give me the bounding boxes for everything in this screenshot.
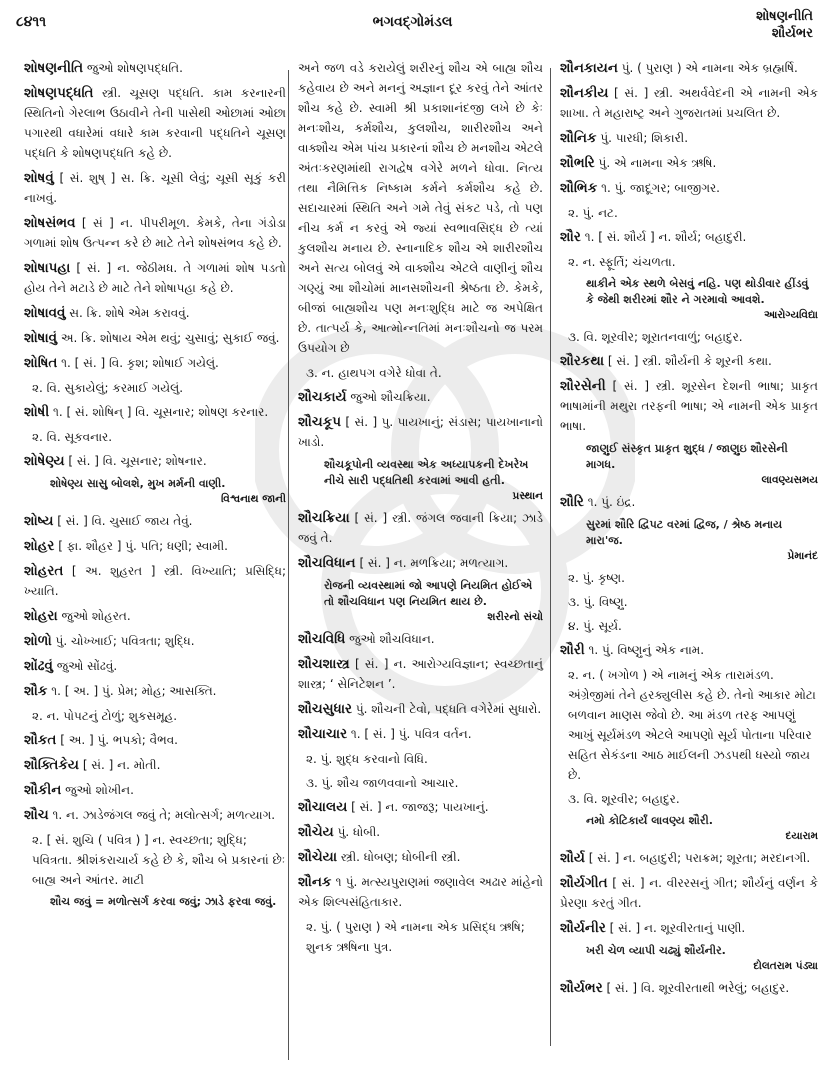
dictionary-entry — [560, 83, 818, 123]
citation-source: દોલતરામ પંડ્યા — [753, 960, 818, 972]
definition-text: [ સં. ] ન. બહાદુરી; પરાક્રમ; શૂરતા; મરદાનગી. — [588, 851, 811, 865]
headword: શૌર્યભર — [560, 980, 603, 996]
dictionary-entry — [560, 227, 818, 247]
dictionary-entry — [298, 629, 543, 649]
column-divider — [288, 70, 289, 1060]
definition-text: [ સં. ] વિ. શૂરવીરતાથી ભરેલું; બહાદુર. — [606, 981, 790, 995]
dictionary-entry — [24, 451, 286, 471]
definition-text: ૧. [ અ. ] પું. પ્રેમ; મોહ; આસક્તિ. — [51, 684, 217, 698]
definition-text: સ. ક્રિ. શોષે એમ કરાવવું. — [69, 306, 190, 320]
quotation: શોષેણ્ય સાસુ બોલશે, મુખ મર્મની વાણી. — [50, 477, 226, 490]
citation-source: લાવણ્યસમય — [761, 474, 818, 486]
headword: શોષેણ્ય — [24, 453, 65, 469]
guide-word-last: શૌર્યભર — [771, 26, 813, 41]
dictionary-entry — [24, 402, 286, 422]
definition-text: [ અ. શુહરત ] સ્ત્રી. વિખ્યાતિ; પ્રસિદ્ધિ; ખ્યાતિ. — [24, 564, 286, 598]
sense-text: ૩. પું. વિષ્ણુ. — [568, 595, 628, 609]
dictionary-entry — [560, 128, 818, 148]
dictionary-column-3 — [560, 58, 818, 1069]
definition-text: ૧. [ સં. શૌર્ય ] ન. શૌર્ય; બહાદુરી. — [584, 230, 747, 244]
sense-text: ૩. વિ. શૂરવીર; બહાદુર. — [568, 792, 680, 806]
sense-text: ૨. વિ. સુકાયેલું; કરમાઈ ગયેલું. — [32, 381, 184, 395]
headword: શૌર — [560, 229, 581, 245]
headword: શૌર્યગીત — [560, 875, 608, 891]
sense-text: ૩. ન. હાથપગ વગેરે ધોવા તે. — [306, 366, 442, 380]
headword: શૌનકીય — [560, 85, 609, 101]
definition-text: ૧. [ સં. ] પું. પવિત્ર વર્તન. — [350, 727, 472, 741]
headword: શૌચેય — [298, 824, 334, 840]
headword: શોષસંભવ — [24, 215, 76, 231]
definition-text: અને જળ વડે કરાયેલું શરીરનું શૌચ એ બાહ્ય શૌચ કહેવાય છે અને મનનું અજ્ઞાન દૂર કરવું તેને આંતર શૌચ કહે છે. સ્વામી શ્રી પ્રકાશાનંદજી લખે છે કેઃ મનઃશૌચ, કર્મશૌચ, કુલશૌચ, શારીરશૌચ અને વાક્શૌચ એમ પાંચ પ્રકારનાં શૌચ છે મનશૌચ એટલે અંતઃકરણમાંથી રાગદ્વેષ વગેરે મળને ધોવા. નિત્ય તથા નૈમિત્તિક નિષ્કામ કર્મને કર્મશૌચ કહે છે. સદાચારમાં સ્થિતિ અને ગમે તેવું સંકટ પડે, તો પણ નીચ કર્મ ન કરવું એ જ્યાં સ્વભાવસિદ્ધ છે ત્યાં કુલશૌચ મનાય છે. સ્નાનાદિક શૌચ એ શારીરશૌચ અને સત્ય બોલવું એ વાક્શૌચ એટલે વાણીનું શૌચ ગણ્યું આ શૌચોમાં માનસશૌચની શ્રેષ્ઠતા છે. કેમકે, બીજાં બાહ્યશૌચ પણ મનઃશુદ્ધિ માટે જ અપેક્ષિત છે. તાત્પર્ય કે, આત્મોન્નતિમાં મનઃશૌચનો જ પરમ ઉપયોગ છે — [298, 61, 543, 355]
dictionary-entry — [24, 681, 286, 701]
dictionary-entry — [24, 58, 286, 78]
sense-text: ૨. પું. કૃષ્ણ. — [568, 571, 625, 585]
definition-text: ૧. ન. ઝાડેજંગલ જવું તે; મલોત્સર્ગ; મળત્યાગ. — [52, 808, 276, 822]
headword: શૌક્તિકેય — [24, 757, 79, 773]
headword: શોહરત — [24, 563, 64, 579]
dictionary-entry — [298, 58, 543, 358]
definition-text: [ સં. ] સ્ત્રી. અથર્વવેદની એ નામની એક શાખા. તે મહારાષ્ટ્ર અને ગુજરાતમાં પ્રચલિત છે. — [560, 86, 818, 120]
sense-text: ૨. ન. સ્ફૂર્તિ; ચંચળતા. — [568, 255, 676, 269]
sense-text: ૨. પું. શુદ્ધ કરવાનો વિધિ. — [306, 752, 428, 766]
definition-text: [ સં. ] સ્ત્રી. જંગલ જવાની ક્રિયા; ઝાડે જવું તે. — [298, 511, 543, 545]
headword: શૌરકથા — [560, 353, 605, 369]
dictionary-entry — [298, 822, 543, 842]
quotation: જાણુઈ સંસ્કૃત પ્રાકૃત શુદ્ધ / જાણુઇ શૌરસેની માગધ. — [586, 442, 788, 471]
definition-text: જુઓ શૌચક્રિયા. — [350, 390, 431, 404]
quotation: રોજની વ્યવસ્થામાં જો આપણે નિયમિત હોઈએ તો શૌચવિધાન પણ નિયમિત થાય છે. — [324, 579, 533, 608]
dictionary-entry — [24, 656, 286, 676]
headword: શૌર્યનીર — [560, 920, 606, 936]
definition-text: [ સં. ] પુ. પાયખાનું; સંડાસ; પાયખાનાનો ખાડો. — [298, 415, 543, 449]
definition-text: જુઓ શોષણપદ્ધતિ. — [86, 61, 183, 75]
dictionary-entry — [24, 213, 286, 253]
dictionary-entry — [298, 797, 543, 817]
dictionary-entry — [24, 561, 286, 601]
dictionary-entry — [24, 805, 286, 825]
headword: શૌચક્રિયા — [298, 510, 350, 526]
dictionary-entry — [298, 654, 543, 694]
headword: શૌકત — [24, 732, 57, 748]
quotation: સુરમાં શૌરિ દ્વિપટ વરમાં દ્વિજ, / શ્રેષ્ઠ મનાય મારા'જ. — [586, 518, 783, 547]
dictionary-entry — [24, 83, 286, 163]
headword: શૌનિક — [560, 130, 597, 146]
dictionary-entry — [560, 178, 818, 198]
dictionary-entry — [24, 353, 286, 373]
headword: શૌચ — [24, 807, 49, 823]
definition-text: [ સં ] ન. પીપરીમૂળ. કેમકે, તેના ગંડોડા ગળામાં શોષ ઉત્પન્ન કરે છે માટે તેને શોષસંભવ કહે છે. — [24, 216, 286, 250]
headword: શોષણનીતિ — [24, 60, 84, 76]
dictionary-column-1 — [24, 58, 286, 1069]
dictionary-entry — [298, 387, 543, 407]
definition-text: જુઓ શોખીન. — [65, 783, 134, 797]
definition-text: [ સં. ] ન. આરોગ્યવિજ્ઞાન; સ્વચ્છતાનું શાસ્ત્ર; ‘ સેનિટેશન ’. — [298, 657, 543, 691]
definition-text: અ. ક્રિ. શોષાય એમ થવું; ચુસાવું; સુકાઈ જવું. — [60, 331, 280, 345]
dictionary-entry — [298, 508, 543, 548]
definition-text: પું. ( પુરાણ ) એ નામના એક બ્રહ્મર્ષિ. — [621, 61, 798, 75]
headword: શૌચશાસ્ત્ર — [298, 656, 350, 672]
definition-text: [ સં. ] સ્ત્રી. શૂરસેન દેશની ભાષા; પ્રાકૃત ભાષામાંની મથુરા તરફની ભાષા; એ નામની એક પ્રાકૃત ભાષા. — [560, 379, 818, 433]
dictionary-entry — [560, 492, 818, 512]
sense-text: ૨. [ સં. શુચિ ( પવિત્ર ) ] ન. સ્વચ્છતા; શુદ્ધિ; પવિત્રતા. શ્રીશંકરાચાર્ય કહે છે કે, શૌચ બે પ્રકારનાં છેઃ બાહ્ય અને આંતર. માટી — [32, 833, 286, 887]
sense-text: ૩. પું. શૌચ જાળવવાનો આચાર. — [306, 776, 459, 790]
headword: શોષાપહા — [24, 260, 71, 276]
headword: શૌરી — [560, 642, 585, 658]
definition-text: પું. ધોબી. — [337, 825, 381, 839]
dictionary-entry — [560, 918, 818, 938]
citation-source: શરીરનો સંચો — [487, 611, 543, 623]
definition-text: [ અ. ] પું. ભપકો; વૈભવ. — [60, 733, 178, 747]
headword: શોષાવું — [24, 330, 58, 346]
sense-text: ૪. પું. સૂર્ય. — [568, 619, 622, 633]
headword: શોહર — [24, 538, 55, 554]
definition-text: [ સં. ] ન. વીરરસનું ગીત; શૌર્યનું વર્ણન કે પ્રેરણા કરતું ગીત. — [560, 876, 818, 910]
dictionary-entry — [298, 872, 543, 912]
page-number: ૮૪૧૧ — [16, 14, 47, 30]
dictionary-entry — [24, 303, 286, 323]
sense-text: ૨. ન. પોપટનું ટોળું; શુકસમૂહ. — [32, 709, 178, 723]
definition-text: ૧. પું. ઇંદ્ર. — [587, 495, 636, 509]
definition-text: [ સં. ] વિ. ચુસાઈ જાય તેવું. — [57, 514, 193, 528]
definition-text: [ સં. શુષ્ ] સ. ક્રિ. ચૂસી લેવું; ચૂસી સૂકું કરી નાખવું. — [24, 171, 286, 205]
definition-text: સ્ત્રી. ધોબણ; ધોબીની સ્ત્રી. — [340, 850, 461, 864]
dictionary-entry — [24, 755, 286, 775]
quotation: થાકીને એક સ્થળે બેસવું નહિ. પણ થોડીવાર હીંડવું કે જેથી શરીરમાં શૌર ને ગરમાવો આવશે. — [586, 277, 809, 306]
headword: શોષવું — [24, 170, 54, 186]
definition-text: પું. ચોખ્ખાઈ; પવિત્રતા; શુદ્ધિ. — [55, 634, 195, 648]
dictionary-entry — [560, 376, 818, 436]
citation-source: વિશ્વનાથ જાની — [220, 493, 286, 505]
headword: શૌચકાર્ય — [298, 389, 347, 405]
citation-source: આરોગ્યવિદ્યા — [764, 309, 818, 321]
headword: શૌચસુધાર — [298, 701, 352, 717]
definition-text: [ ફા. શૌહર ] પું. પતિ; ધણી; સ્વામી. — [58, 539, 228, 553]
dictionary-entry — [24, 631, 286, 651]
headword: શૌર્ય — [560, 850, 585, 866]
definition-text: ૧. પું. જાદૂગર; બાજીગર. — [601, 181, 720, 195]
definition-text: જુઓ શૌચવિધાન. — [349, 632, 435, 646]
dictionary-column-2 — [298, 58, 543, 1069]
quotation: નમો કોટિકાર્યં લાવણ્ય શૌરી. — [586, 814, 713, 827]
dictionary-entry — [298, 553, 543, 573]
dictionary-entry — [24, 258, 286, 298]
dictionary-entry — [560, 351, 818, 371]
dictionary-entry — [24, 511, 286, 531]
dictionary-entry — [560, 640, 818, 660]
headword: શોષી — [24, 404, 50, 420]
dictionary-entry — [24, 536, 286, 556]
definition-text: ૧ પું. મત્સ્યપુરાણમાં જણાવેલ અઢાર માંહેનો એક શિલ્પસંહિતાકાર. — [298, 875, 543, 909]
citation-source: પ્રસ્થાન — [512, 490, 543, 502]
sense-text: ૨. પું. ( પુરાણ ) એ નામના એક પ્રસિદ્ધ ઋષિ; શુનક ઋષિના પુત્ર. — [306, 920, 525, 954]
headword: શૌચાલય — [298, 799, 348, 815]
definition-text: [ સં. ] સ્ત્રી. શૌર્યની કે શૂરની કથા. — [607, 354, 772, 368]
headword: શૌચકૂપ — [298, 414, 341, 430]
headword: શોળો — [24, 633, 52, 649]
dictionary-entry — [298, 724, 543, 744]
guide-word-first: શોષણનીતિ — [756, 9, 813, 24]
definition-text: [ સં. ] ન. શૂરવીરતાનું પાણી. — [609, 921, 746, 935]
definition-text: [ સં. ] ન. મળક્રિયા; મળત્યાગ. — [359, 556, 509, 570]
headword: શૌક — [24, 683, 48, 699]
sense-text: ૨. વિ. સૂકવનાર. — [32, 430, 113, 444]
headword: શોષણપદ્ધતિ — [24, 85, 94, 101]
dictionary-entry — [560, 58, 818, 78]
quotation: શૌચકૂપોની વ્યવસ્થા એક અધ્યાપકની દેખરેખ નીચે સારી પદ્ધતિથી કરવામાં આવી હતી. — [324, 458, 529, 487]
headword: શોંઢવું — [24, 658, 53, 674]
headword: શૌનકાયન — [560, 60, 618, 76]
headword: શોષ્ય — [24, 513, 54, 529]
headword: શૌનક — [298, 874, 332, 890]
dictionary-entry — [560, 848, 818, 868]
definition-text: [ સં. ] વિ. ચૂસનાર; શોષનાર. — [68, 454, 207, 468]
headword: શૌચવિધિ — [298, 631, 346, 647]
book-title: ભગવદ્ગોમંડલ — [372, 14, 453, 30]
dictionary-entry — [24, 730, 286, 750]
headword: શૌકીન — [24, 782, 62, 798]
headword: શોષાવવું — [24, 305, 66, 321]
headword: શોહરા — [24, 608, 58, 624]
definition-text: સ્ત્રી. ચૂસણ પદ્ધતિ. કામ કરનારની સ્થિતિનો ગેરલાભ ઉઠાવીને તેની પાસેથી ઓછામાં ઓછા પગારથી વધારેમાં વધારે કામ કરવાની પદ્ધતિને ચૂસણ પદ્ધતિ કે શોષણપદ્ધતિ કહે છે. — [24, 86, 286, 160]
definition-text: [ સં. ] ન. જાજરૂ; પાયખાનું. — [351, 800, 489, 814]
dictionary-entry — [560, 153, 818, 173]
quotation: શૌચ જવું = મળોત્સર્ગ કરવા જવું; ઝાડે ફરવા જવું. — [50, 895, 277, 908]
headword: શૌરસેની — [560, 378, 606, 394]
definition-text: પું. પારધી; શિકારી. — [600, 131, 689, 145]
headword: શોષિત — [24, 355, 58, 371]
column-divider — [550, 68, 551, 1046]
headword: શૌભિક — [560, 180, 598, 196]
headword: શૌરિ — [560, 494, 584, 510]
page-header — [0, 0, 825, 52]
dictionary-entry — [24, 606, 286, 626]
definition-text: જુઓ સોંઢવું. — [56, 659, 118, 673]
definition-text: ૧. [ સં. શોષિન્ ] વિ. ચૂસનાર; શોષણ કરનાર. — [53, 405, 269, 419]
dictionary-entry — [24, 328, 286, 348]
headword: શૌચેયા — [298, 849, 338, 865]
dictionary-entry — [298, 699, 543, 719]
dictionary-entry — [298, 412, 543, 452]
sense-text: ૨. ન. ( ખગોળ ) એ નામનું એક તારામંડળ. અંગ્રેજીમાં તેને હરક્યુલીસ કહે છે. તેનો આકાર મોટા બળવાન માણસ જેવો છે. આ મંડળ તરફ આપણું આખું સૂર્યમંડળ એટલે આપણો સૂર્ય પોતાના પરિવાર સહિત સેકંડના આઠ માઈલની ઝડપથી ધસ્યો જાય છે. — [568, 668, 816, 782]
definition-text: ૧. [ સં. ] વિ. કૃશ; શોષાઈ ગયેલું. — [61, 356, 219, 370]
definition-text: [ સં. ] ન. મોતી. — [82, 758, 161, 772]
citation-source: દયારામ — [785, 830, 818, 842]
definition-text: [ સં. ] ન. જેઠીમધ. તે ગળામાં શોષ પડતો હોય તેને મટાડે છે માટે તેને શોષાપહા કહે છે. — [24, 261, 286, 295]
guide-words — [756, 8, 813, 42]
definition-text: ૧. પું. વિષ્ણુનું એક નામ. — [588, 643, 705, 657]
dictionary-entry — [24, 168, 286, 208]
definition-text: જુઓ શોહરત. — [61, 609, 131, 623]
dictionary-entry — [24, 780, 286, 800]
headword: શૌભરિ — [560, 155, 595, 171]
sense-text: ૨. પું. નટ. — [568, 206, 618, 220]
quotation: ખરી ચેળ વ્યાપી ચઢ્યું શૌર્યનીર. — [586, 944, 726, 957]
dictionary-entry — [298, 847, 543, 867]
definition-text: પું. શૌચની ટેવો, પદ્ધતિ વગેરેમાં સુધારો. — [355, 702, 542, 716]
sense-text: ૩. વિ. શૂરવીર; શૂરાતનવાળું; બહાદુર. — [568, 330, 743, 344]
headword: શૌચાચાર — [298, 726, 348, 742]
dictionary-entry — [560, 978, 818, 998]
dictionary-entry — [560, 873, 818, 913]
headword: શૌચવિધાન — [298, 555, 356, 571]
citation-source: પ્રેમાનંદ — [787, 550, 818, 562]
definition-text: પું. એ નામના એક ઋષિ. — [598, 156, 717, 170]
